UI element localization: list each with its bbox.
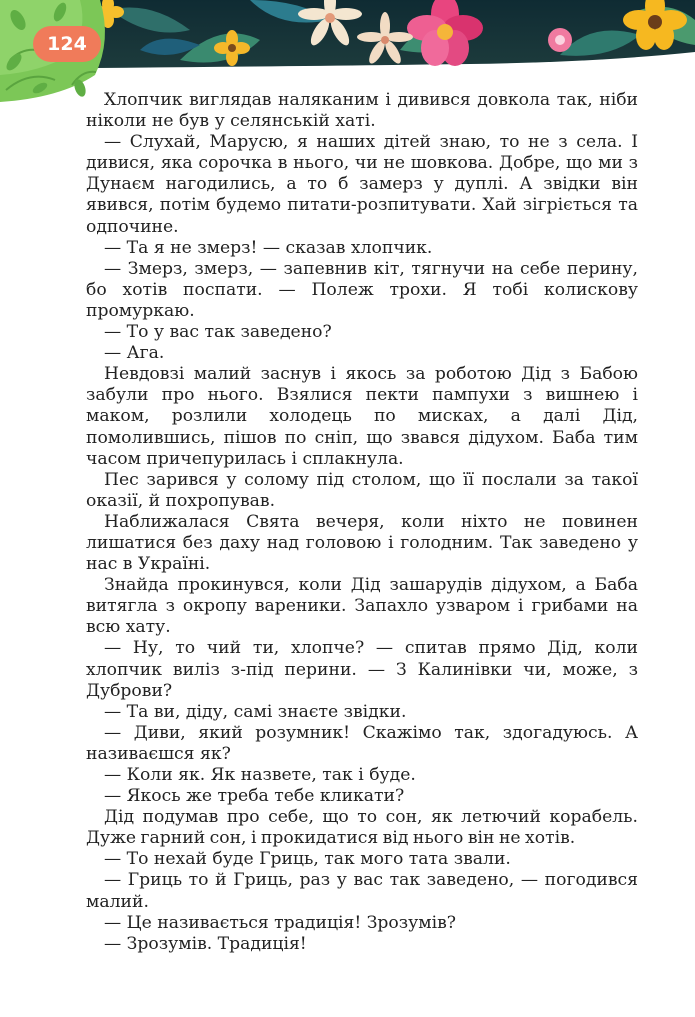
paragraph: — Та ви, діду, самі знаєте звідки. <box>104 701 407 722</box>
paragraph: — Та я не змерз! — сказав хлопчик. <box>104 237 433 258</box>
paragraph: Пес зарився у солому під столом, що її послали за такої оказії, й похропував. <box>86 469 638 511</box>
paragraph: — Ну, то чий ти, хлопче? — спитав прямо Дід, коли хлопчик виліз з-під перини. — З Калинівки чи, може, з Дуброви? <box>86 638 638 701</box>
paragraph: — Коли як. Як назвете, так і буде. <box>104 765 416 785</box>
paragraph: — Якось же треба тебе кликати? <box>104 786 405 807</box>
paragraph: — Диви, який розумник! Скажімо так, здогадуюсь. А називаєшся як? <box>86 722 638 764</box>
paragraph: — Це називається традиція! Зрозумів? <box>104 912 457 933</box>
paragraph: — Гриць то й Гриць, раз у вас так заведено, — погодився малий. <box>86 870 638 912</box>
paragraph: Дід подумав про себе, що то сон, як летючий корабель. Дуже гарний сон, і прокидатися від нього він не хотів. <box>86 807 638 849</box>
paragraph: Наближалася Свята вечеря, коли ніхто не повинен лишатися без даху над головою і голодним. Так заведено у нас в Україні. <box>86 511 638 575</box>
story-text <box>86 90 638 955</box>
paragraph: — Ага. <box>104 343 165 364</box>
page-number-badge: 124 <box>33 26 101 62</box>
paragraph: — Зрозумів. Традиція! <box>104 933 307 954</box>
paragraph: — Змерз, змерз, — запевнив кіт, тягнучи на себе перину, бо хотів поспати. — Полеж трохи. Я тобі колискову промуркаю. <box>86 258 638 321</box>
paragraph: Знайда прокинувся, коли Дід зашарудів дідухом, а Баба витягла з окропу вареники. Запахло узваром і грибами на всю хату. <box>86 575 638 638</box>
paragraph: — То у вас так заведено? <box>104 322 332 343</box>
paragraph: Невдовзі малий заснув і якось за роботою Дід з Бабою забули про нього. Взялися пекти пампухи з вишнею і маком, розлили холодець по мисках, а далі Дід, помолившись, пішов по сніп, що звався дідухом. Баба тим часом причепурилась і сплакнула. <box>86 364 638 469</box>
paragraph: — Слухай, Марусю, я наших дітей знаю, то не з села. І дивися, яка сорочка в нього, чи не шовкова. Добре, що ми з Дунаєм нагодились, а то б замерз у дуплі. А звідки він явився, потім будемо питати-розпитувати. Хай зігріється та одпочине. <box>86 132 638 237</box>
paragraph: Хлопчик виглядав наляканим і дивився довкола так, ніби ніколи не був у селянській хаті. <box>86 90 638 132</box>
paragraph: — То нехай буде Гриць, так мого тата звали. <box>104 849 511 870</box>
